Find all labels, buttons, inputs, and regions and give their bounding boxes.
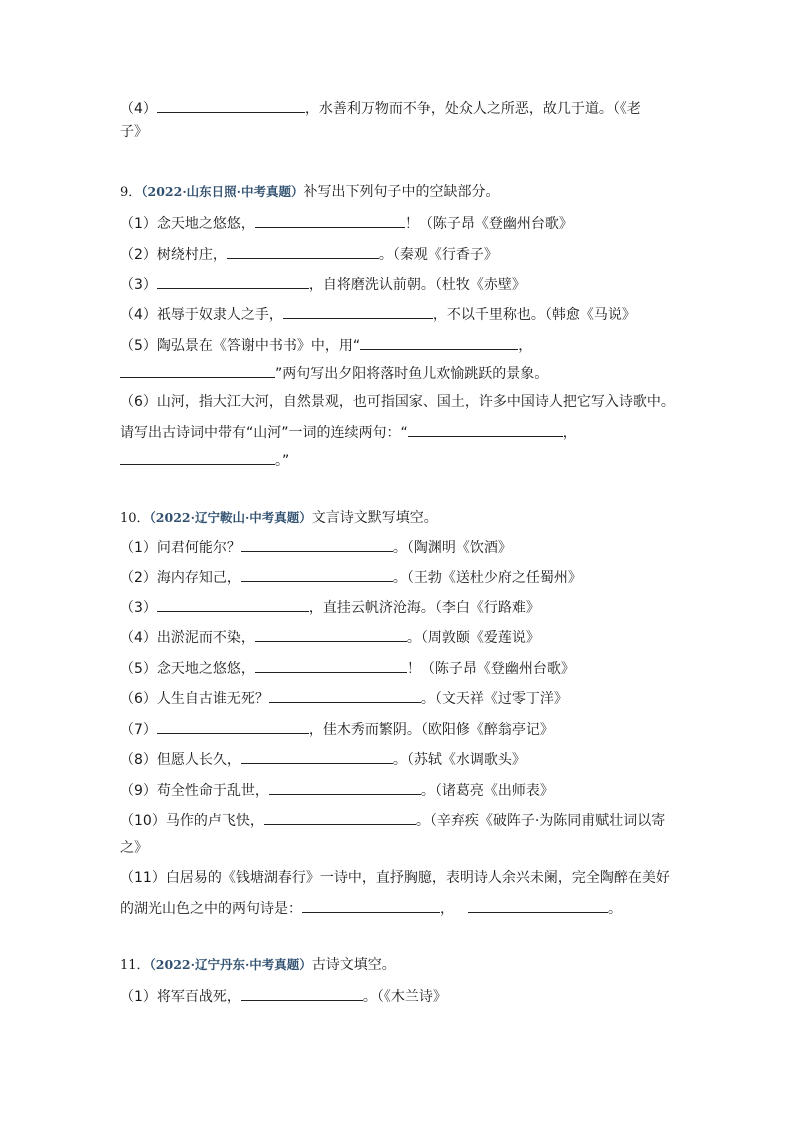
q9-item-6-line3: 。” [120,449,680,471]
q10-item-11: （11）白居易的《钱塘湖春行》一诗中，直抒胸臆，表明诗人余兴未阑，完全陶醉在美好 [120,870,670,886]
q9-item-5-cont: ”两句写出夕阳将落时鱼儿欢愉跳跃的景象。 [120,362,680,384]
q8-item-4: （4） ，水善利万物而不争，处众人之所恶，故几于道。（《老 [120,97,680,119]
q10-item-3: （3） ，直挂云帆济沧海。（李白《行路难》 [120,596,680,618]
question-stem: 补写出下列句子中的空缺部分。 [303,184,500,200]
answer-blank[interactable] [157,718,309,734]
q10-item-10-cont: 之》 [120,840,148,856]
question-stem: 古诗文填空。 [311,957,396,973]
answer-blank[interactable] [157,97,305,113]
q10-item-6: （6）人生自古谁无死？ 。（文天祥《过零丁洋》 [120,687,680,709]
q9-item-4: （4）祇辱于奴隶人之手， ，不以千里称也。（韩愈《马说》 [120,303,680,325]
q9-item-6-line2: 请写出古诗词中带有“山河”一词的连续两句：“ ， [120,421,680,443]
q9-item-1: （1）念天地之悠悠， ！（陈子昂《登幽州台歌》 [120,212,680,234]
answer-blank[interactable] [269,687,421,703]
question-number: 11． [120,958,150,973]
q10-heading [120,508,680,529]
answer-blank[interactable] [255,626,407,642]
answer-blank[interactable] [255,657,407,673]
q11-item-1: （1）将军百战死， 。（《木兰诗》 [120,985,680,1007]
q10-item-4: （4）出淤泥而不染， 。（周敦颐《爱莲说》 [120,626,680,648]
answer-blank[interactable] [120,362,275,378]
answer-blank[interactable] [241,985,363,1001]
q10-item-5: （5）念天地之悠悠， ！（陈子昂《登幽州台歌》 [120,657,680,679]
question-source: （2022·辽宁鞍山·中考真题） [149,510,312,525]
q10-item-7: （7） ，佳木秀而繁阴。（欧阳修《醉翁亭记》 [120,718,680,740]
q9-item-2: （2）树绕村庄， 。（秦观《行香子》 [120,243,680,265]
answer-blank[interactable] [269,779,421,795]
answer-blank[interactable] [468,897,608,913]
answer-blank[interactable] [255,212,405,228]
question-stem: 文言诗文默写填空。 [311,510,438,526]
q9-item-3: （3） ，自将磨洗认前朝。（杜牧《赤壁》 [120,273,680,295]
q8-item-4-cont: 子》 [120,124,148,140]
q9-heading [120,182,680,203]
question-number: 9． [120,185,142,200]
answer-blank[interactable] [157,596,309,612]
q10-item-10: （10）马作的卢飞快， 。（辛弃疾《破阵子·为陈同甫赋壮词以寄 [120,809,680,831]
answer-blank[interactable] [264,809,416,825]
q10-item-2: （2）海内存知己， 。（王勃《送杜少府之任蜀州》 [120,566,680,588]
answer-blank[interactable] [408,421,563,437]
q9-item-6: （6）山河，指大江大河，自然景观，也可指国家、国土，许多中国诗人把它写入诗歌中。 [120,394,675,410]
answer-blank[interactable] [360,334,518,350]
answer-blank[interactable] [227,243,379,259]
q10-item-1: （1）问君何能尔？ 。（陶渊明《饮酒》 [120,536,680,558]
question-source: （2022·辽宁丹东·中考真题） [149,957,312,972]
answer-blank[interactable] [241,748,393,764]
answer-blank[interactable] [241,536,393,552]
answer-blank[interactable] [241,566,393,582]
q10-item-8: （8）但愿人长久， 。（苏轼《水调歌头》 [120,748,680,770]
q10-item-11-line2: 的湖光山色之中的两句诗是： ， 。 [120,897,680,919]
answer-blank[interactable] [157,273,309,289]
q9-item-5: （5）陶弘景在《答谢中书书》中，用“ ， [120,334,680,356]
question-number: 10． [120,511,150,526]
q11-heading [120,955,680,976]
q10-item-9: （9）苟全性命于乱世， 。（诸葛亮《出师表》 [120,779,680,801]
answer-blank[interactable] [283,303,433,319]
answer-blank[interactable] [120,449,275,465]
question-source: （2022·山东日照·中考真题） [141,184,304,199]
answer-blank[interactable] [302,897,440,913]
item-number: （4） [120,101,157,117]
